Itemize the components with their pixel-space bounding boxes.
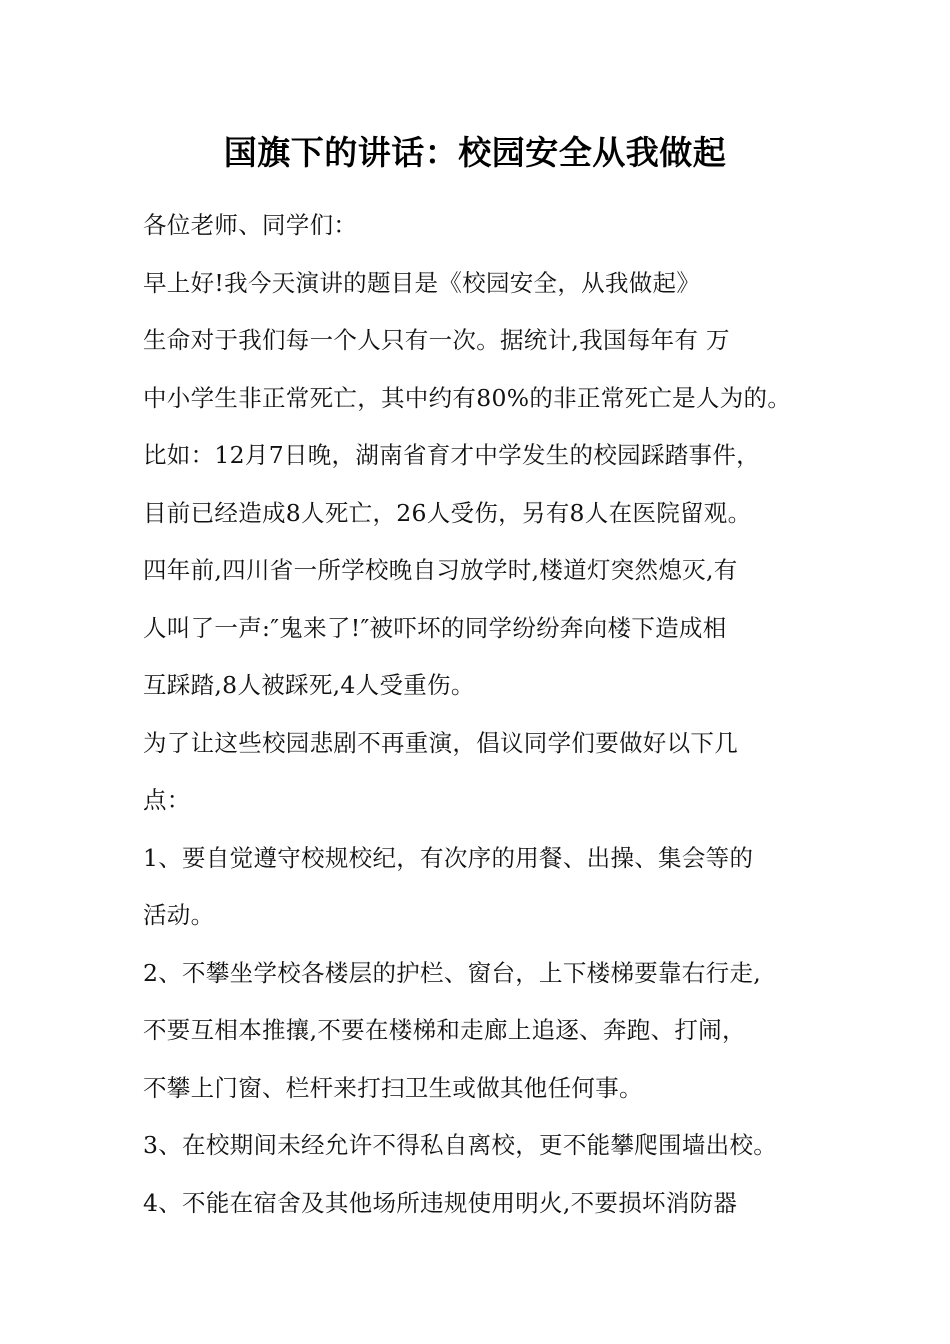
text-line: 比如：12月7日晚，湖南省育才中学发生的校园踩踏事件，: [143, 441, 760, 469]
text-line: 生命对于我们每一个人只有一次。据统计,我国每年有 万: [143, 326, 730, 354]
text-line: 点：: [143, 786, 191, 814]
text-line: 四年前,四川省一所学校晚自习放学时,楼道灯突然熄灭,有: [143, 556, 738, 584]
text-line: 早上好!我今天演讲的题目是《校园安全，从我做起》: [143, 268, 701, 297]
text-line: 3、在校期间未经允许不得私自离校，更不能攀爬围墙出校。: [143, 1131, 778, 1159]
text-line: 目前已经造成8人死亡，26人受伤，另有8人在医院留观。: [143, 498, 752, 527]
text-line: 互踩踏,8人被踩死,4人受重伤。: [143, 671, 475, 699]
text-line: 各位老师、同学们：: [143, 211, 358, 239]
document-title: 国旗下的讲话：校园安全从我做起: [223, 133, 727, 172]
text-line: 2、不攀坐学校各楼层的护栏、窗台，上下楼梯要靠右行走,: [143, 958, 762, 987]
text-line: 4、不能在宿舍及其他场所违规使用明火,不要损坏消防器: [143, 1188, 738, 1217]
text-line: 人叫了一声:″鬼来了!″被吓坏的同学纷纷奔向楼下造成相: [143, 613, 727, 642]
text-line: 活动。: [143, 901, 215, 929]
text-line: 为了让这些校园悲剧不再重演，倡议同学们要做好以下几: [143, 728, 738, 757]
text-line: 不要互相本推攘,不要在楼梯和走廊上追逐、奔跑、打闹，: [143, 1016, 746, 1044]
text-line: 不攀上门窗、栏杆来打扫卫生或做其他任何事。: [143, 1073, 643, 1102]
document-body: [143, 203, 833, 1238]
text-line: 1、要自觉遵守校规校纪，有次序的用餐、出操、集会等的: [143, 843, 754, 872]
text-line: 中小学生非正常死亡，其中约有80%的非正常死亡是人为的。: [143, 383, 792, 412]
